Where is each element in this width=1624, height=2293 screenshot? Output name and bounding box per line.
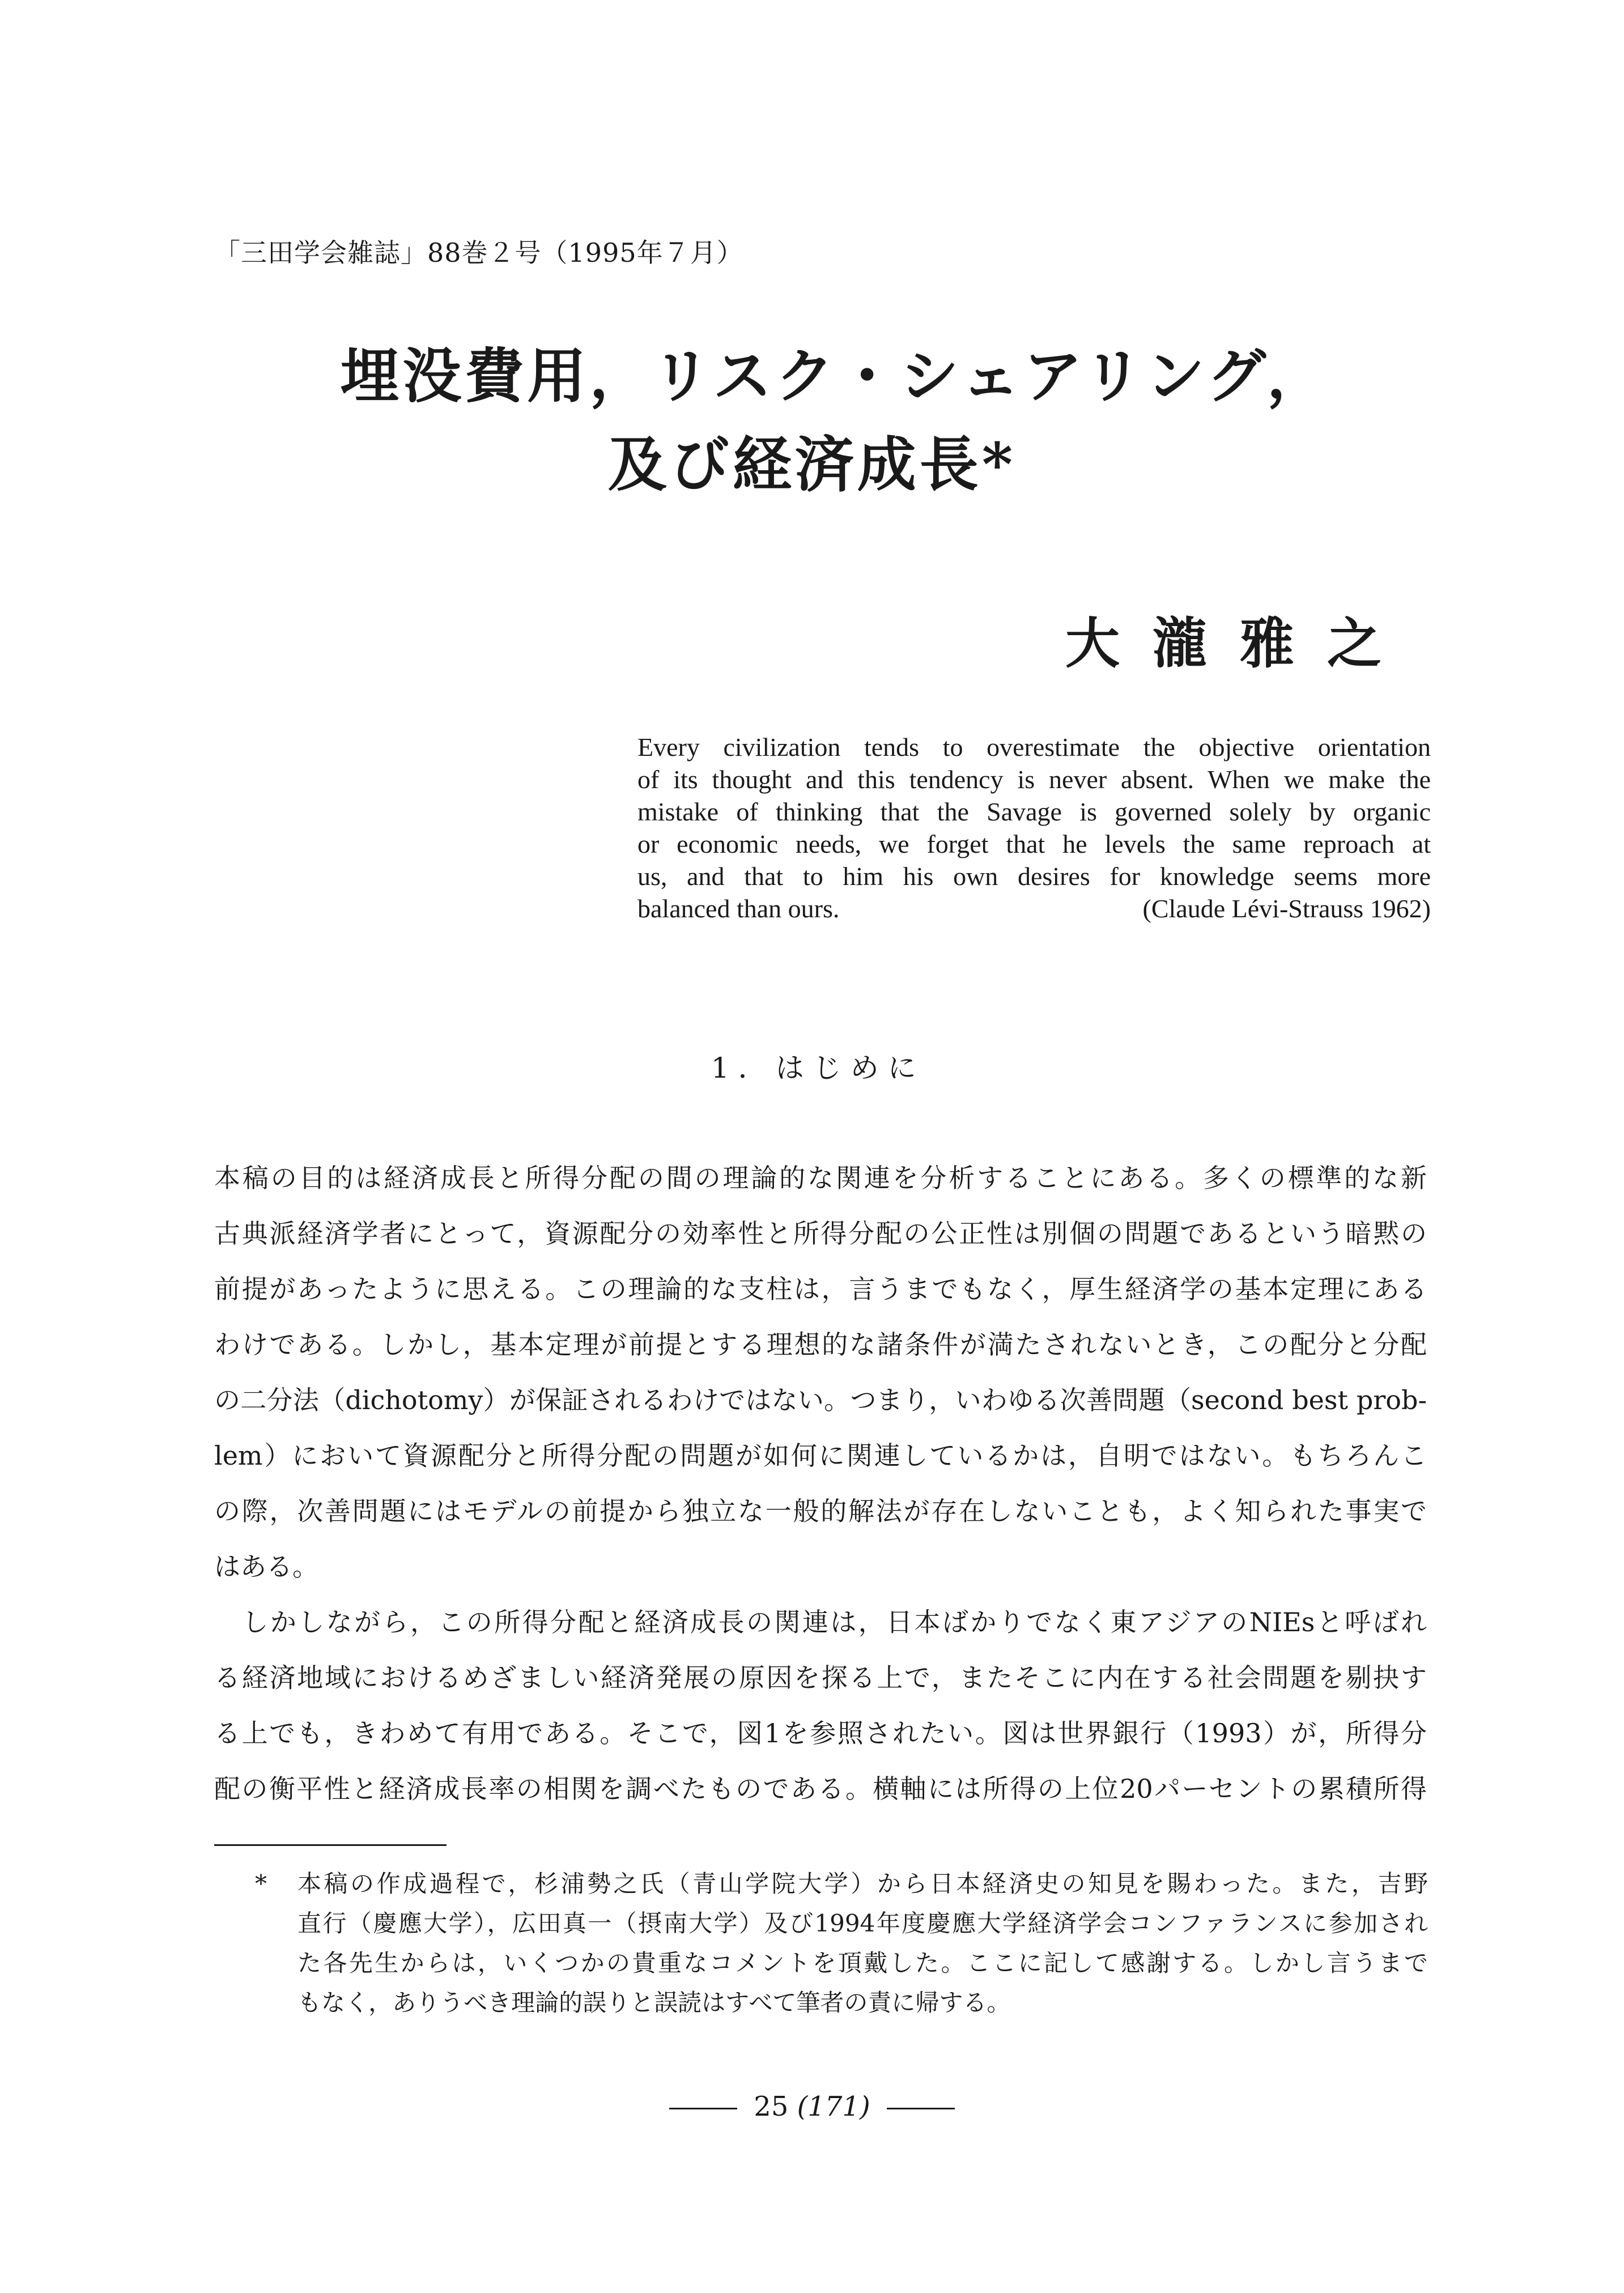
- journal-header: 「三田学会雑誌」88巻２号（1995年７月）: [214, 237, 743, 268]
- footnote-marker: *: [255, 1870, 267, 1898]
- body-line: の際，次善問題にはモデルの前提から独立な一般的解法が存在しないことも，よく知られた事実で: [214, 1496, 1427, 1526]
- footnote-line: 直行（慶應大学），広田真一（摂南大学）及び1994年度慶應大学経済学会コンファランスに参加され: [297, 1909, 1428, 1937]
- footnote-divider: [214, 1844, 447, 1846]
- epigraph-line: mistake of thinking that the Savage is governed solely by organic: [637, 797, 1431, 826]
- body-line: しかしながら，この所得分配と経済成長の関連は，日本ばかりでなく東アジアのNIEsと呼ばれ: [214, 1607, 1427, 1637]
- body-line: の二分法（dichotomy）が保証されるわけではない。つまり，いわゆる次善問題（second best prob-: [214, 1385, 1427, 1415]
- body-line: 古典派経済学者にとって，資源配分の効率性と所得分配の公正性は別個の問題であるという暗黙の: [214, 1218, 1427, 1249]
- epigraph-attribution: (Claude Lévi-Strauss 1962): [1142, 894, 1431, 923]
- epigraph-line: balanced than ours.: [637, 894, 840, 923]
- page-number: [0, 2091, 1624, 2122]
- body-line: はある。: [214, 1551, 318, 1582]
- footnote-line: もなく，ありうべき理論的誤りと誤読はすべて筆者の責に帰する。: [297, 1989, 1011, 2017]
- body-text: [214, 1150, 1427, 1816]
- body-line: る上でも，きわめて有用である。そこで，図1を参照されたい。図は世界銀行（1993）が，所得分: [214, 1718, 1427, 1749]
- title-line-1: 埋没費用，リスク・シェアリング，: [340, 341, 1329, 411]
- body-line: 前提があったように思える。この理論的な支柱は，言うまでもなく，厚生経済学の基本定理にある: [214, 1274, 1427, 1304]
- body-line: lem）において資源配分と所得分配の問題が如何に関連しているかは，自明ではない。もちろんこ: [214, 1440, 1427, 1471]
- body-line: わけである。しかし，基本定理が前提とする理想的な諸条件が満たされないとき，この配分と分配: [214, 1329, 1427, 1360]
- epigraph-line: us, and that to him his own desires for knowledge seems more: [637, 862, 1431, 891]
- epigraph-line: Every civilization tends to overestimate the objective orientation: [637, 733, 1431, 762]
- epigraph-line: or economic needs, we forget that he levels the same reproach at: [637, 829, 1431, 858]
- page-number-dash: [669, 2108, 737, 2109]
- page-number-dash: [887, 2108, 955, 2109]
- title-line-2: 及び経済成長*: [607, 429, 1017, 499]
- epigraph-last-line: [637, 892, 1431, 925]
- page-number-original: (171): [797, 2091, 870, 2122]
- body-line: 本稿の目的は経済成長と所得分配の間の理論的な関連を分析することにある。多くの標準的な新: [214, 1163, 1427, 1193]
- author-name: 大瀧雅之: [1065, 611, 1414, 675]
- page-number-value: 25: [754, 2091, 789, 2122]
- body-line: る経済地域におけるめざましい経済発展の原因を探る上で，またそこに内在する社会問題を剔抉す: [214, 1662, 1427, 1693]
- footnote-line: 本稿の作成過程で，杉浦勢之氏（青山学院大学）から日本経済史の知見を賜わった。また，吉野: [297, 1870, 1428, 1898]
- epigraph-line: of its thought and this tendency is never absent. When we make the: [637, 765, 1431, 794]
- epigraph: [637, 731, 1431, 925]
- footnote-line: た各先生からは，いくつかの貴重なコメントを頂戴した。ここに記して感謝する。しかし言うまで: [297, 1949, 1428, 1977]
- body-line: 配の衡平性と経済成長率の相関を調べたものである。横軸には所得の上位20パーセントの累積所得: [214, 1773, 1427, 1804]
- section-heading: 1．はじめに: [711, 1052, 925, 1084]
